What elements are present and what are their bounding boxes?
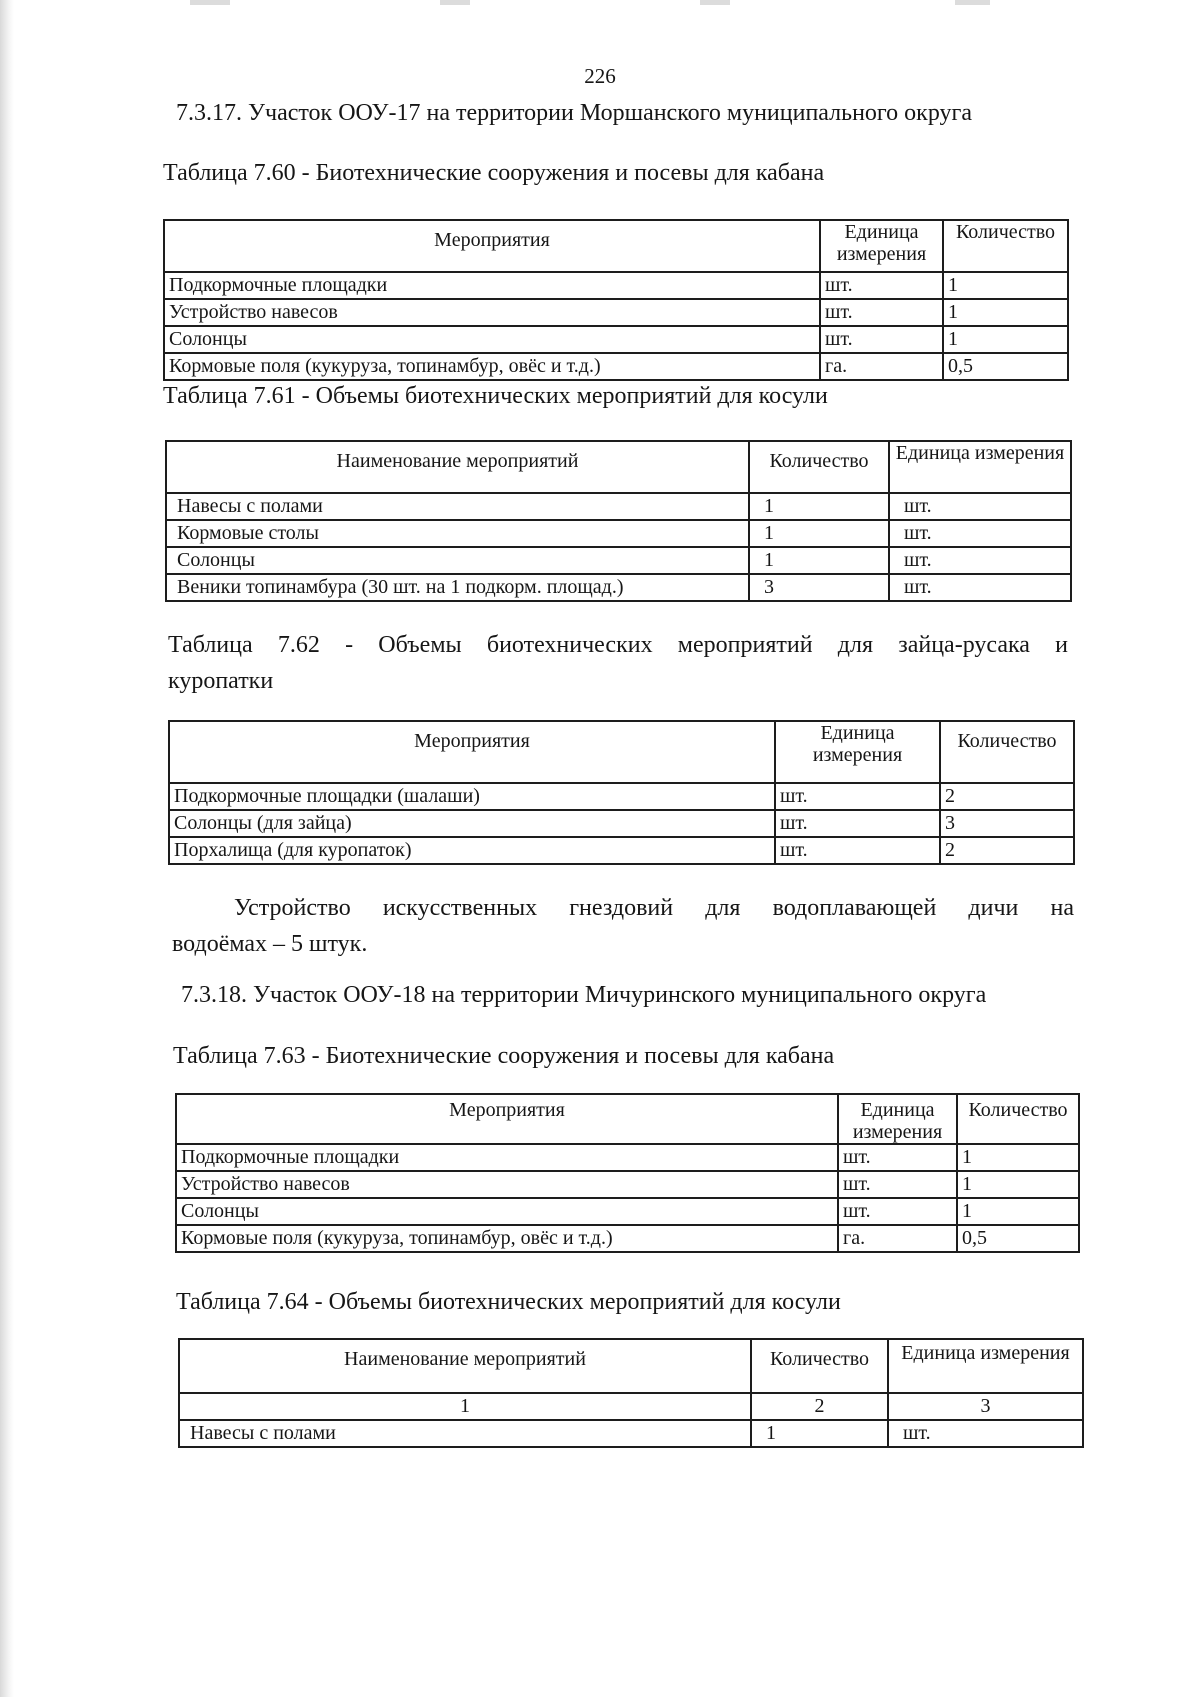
table-caption-7-61: Таблица 7.61 - Объемы биотехнических мероприятий для косули (163, 383, 828, 409)
table-row (164, 353, 1068, 380)
table-header-row (166, 441, 1071, 493)
table-caption-line: куропатки (168, 668, 274, 694)
table-cell: Устройство навесов (176, 1171, 838, 1198)
table-cell: 0,5 (957, 1225, 1079, 1252)
table-cell: Подкормочные площадки (шалаши) (169, 783, 775, 810)
table-cell: Подкормочные площадки (164, 272, 820, 299)
table-row (176, 1144, 1079, 1171)
section-heading-7-3-18: 7.3.18. Участок ООУ-18 на территории Мичуринского муниципального округа (181, 982, 987, 1008)
table-cell: Кормовые столы (166, 520, 749, 547)
column-header: Количество (940, 721, 1074, 783)
table-7-64 (178, 1338, 1084, 1448)
table-cell: шт. (820, 326, 943, 353)
table-row (166, 547, 1071, 574)
table-row (176, 1225, 1079, 1252)
table-cell: 1 (749, 547, 889, 574)
table-cell: Солонцы (166, 547, 749, 574)
column-header: Единица измерения (838, 1094, 957, 1144)
table-7-60 (163, 219, 1069, 381)
table-row (164, 299, 1068, 326)
table-cell: 1 (957, 1198, 1079, 1225)
table-7-62 (168, 720, 1075, 865)
table-cell: 1 (749, 520, 889, 547)
column-number-row (179, 1393, 1083, 1420)
table-header-row (176, 1094, 1079, 1144)
table-header-row (179, 1339, 1083, 1393)
table-cell: Порхалища (для куропаток) (169, 837, 775, 864)
table-cell: Солонцы (для зайца) (169, 810, 775, 837)
table-cell: Солонцы (164, 326, 820, 353)
table-cell: Подкормочные площадки (176, 1144, 838, 1171)
table-7-63 (175, 1093, 1080, 1253)
table-cell: 1 (751, 1420, 888, 1447)
table-cell: шт. (775, 837, 940, 864)
scan-top-marks (0, 0, 1200, 10)
table-cell: Устройство навесов (164, 299, 820, 326)
column-header: Единица измерения (888, 1339, 1083, 1393)
table-cell: шт. (889, 520, 1071, 547)
table-cell: Солонцы (176, 1198, 838, 1225)
table-row (164, 326, 1068, 353)
table-cell: 0,5 (943, 353, 1068, 380)
table-cell: шт. (889, 574, 1071, 601)
section-heading-7-3-17: 7.3.17. Участок ООУ-17 на территории Моршанского муниципального округа (176, 100, 973, 126)
table-caption-line: Таблица 7.62 - Объемы биотехнических мероприятий для зайца-русака и (168, 632, 1068, 658)
table-row (169, 810, 1074, 837)
column-header: Количество (751, 1339, 888, 1393)
column-number: 1 (179, 1393, 751, 1420)
table-row (166, 574, 1071, 601)
column-header: Мероприятия (164, 220, 820, 272)
table-cell: Навесы с полами (166, 493, 749, 520)
table-cell: Навесы с полами (179, 1420, 751, 1447)
table-header-row (169, 721, 1074, 783)
table-row (164, 272, 1068, 299)
table-cell: шт. (838, 1144, 957, 1171)
table-cell: шт. (838, 1198, 957, 1225)
table-row (169, 837, 1074, 864)
body-paragraph (172, 890, 1074, 962)
column-number: 3 (888, 1393, 1083, 1420)
table-cell: 1 (943, 272, 1068, 299)
paragraph-line: водоёмах – 5 штук. (172, 931, 368, 957)
scan-edge-shadow (0, 0, 14, 1697)
table-cell: Веники топинамбура (30 шт. на 1 подкорм. площад.) (166, 574, 749, 601)
column-header: Мероприятия (176, 1094, 838, 1144)
column-header: Мероприятия (169, 721, 775, 783)
table-cell: шт. (775, 783, 940, 810)
table-cell: 2 (940, 837, 1074, 864)
table-header-row (164, 220, 1068, 272)
table-cell: 1 (943, 299, 1068, 326)
column-header: Количество (957, 1094, 1079, 1144)
column-header: Наименование мероприятий (179, 1339, 751, 1393)
table-cell: 1 (957, 1144, 1079, 1171)
table-row (176, 1198, 1079, 1225)
table-cell: 1 (957, 1171, 1079, 1198)
table-cell: шт. (888, 1420, 1083, 1447)
table-row (176, 1171, 1079, 1198)
table-cell: 2 (940, 783, 1074, 810)
table-cell: шт. (820, 299, 943, 326)
column-header: Наименование мероприятий (166, 441, 749, 493)
table-cell: шт. (838, 1171, 957, 1198)
table-caption-7-60: Таблица 7.60 - Биотехнические сооружения и посевы для кабана (163, 160, 825, 186)
table-caption-7-63: Таблица 7.63 - Биотехнические сооружения и посевы для кабана (173, 1043, 835, 1069)
table-cell: шт. (775, 810, 940, 837)
column-header: Единица измерения (775, 721, 940, 783)
table-cell: шт. (889, 493, 1071, 520)
table-cell: га. (820, 353, 943, 380)
column-header: Количество (943, 220, 1068, 272)
table-7-61 (165, 440, 1072, 602)
paragraph-line: Устройство искусственных гнездовий для водоплавающей дичи на (234, 895, 1074, 921)
table-cell: 3 (749, 574, 889, 601)
table-row (169, 783, 1074, 810)
table-row (166, 493, 1071, 520)
table-cell: Кормовые поля (кукуруза, топинамбур, овёс и т.д.) (176, 1225, 838, 1252)
page-number: 226 (584, 64, 616, 88)
table-cell: 3 (940, 810, 1074, 837)
table-row (166, 520, 1071, 547)
table-caption-7-62 (168, 627, 1068, 699)
column-header: Количество (749, 441, 889, 493)
table-caption-7-64: Таблица 7.64 - Объемы биотехнических мероприятий для косули (176, 1289, 841, 1315)
table-cell: шт. (820, 272, 943, 299)
table-cell: 1 (943, 326, 1068, 353)
table-cell: га. (838, 1225, 957, 1252)
table-row (179, 1420, 1083, 1447)
table-cell: 1 (749, 493, 889, 520)
column-header: Единица измерения (889, 441, 1071, 493)
column-number: 2 (751, 1393, 888, 1420)
table-cell: шт. (889, 547, 1071, 574)
table-cell: Кормовые поля (кукуруза, топинамбур, овёс и т.д.) (164, 353, 820, 380)
column-header: Единица измерения (820, 220, 943, 272)
